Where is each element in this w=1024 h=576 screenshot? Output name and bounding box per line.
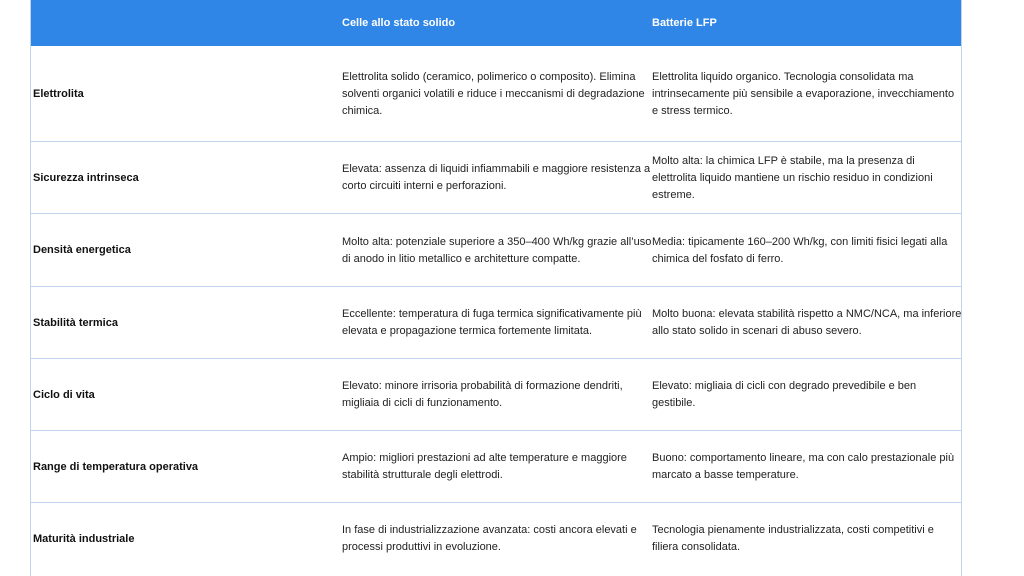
comparison-table	[30, 0, 962, 576]
table-row-maturita	[31, 503, 961, 576]
cell-solid-state: Elevata: assenza di liquidi infiammabili e maggiore resistenza a corto circuiti interni e perforazioni.	[342, 163, 651, 192]
cell-solid-state: Ampio: migliori prestazioni ad alte temperature e maggiore stabilità strutturale degli elettrodi.	[342, 452, 627, 481]
row-label: Elettrolita	[33, 88, 84, 100]
cell-solid-state: Elettrolita solido (ceramico, polimerico o composito). Elimina solventi organici volatili e riduce i meccanismi di degradazione chimica.	[342, 71, 645, 117]
table-row-sicurezza	[31, 142, 961, 214]
cell-lfp: Buono: comportamento lineare, ma con calo prestazionale più marcato a basse temperature.	[652, 452, 955, 481]
row-label: Maturità industriale	[33, 533, 135, 545]
table-row-stabilita	[31, 287, 961, 359]
cell-lfp: Molto buona: elevata stabilità rispetto a NMC/NCA, ma inferiore allo stato solido in scenari di abuso severo.	[652, 308, 962, 337]
header-lfp: Batterie LFP	[652, 17, 717, 29]
row-label: Ciclo di vita	[33, 389, 95, 401]
table-row-ciclo	[31, 359, 961, 431]
cell-lfp: Molto alta: la chimica LFP è stabile, ma la presenza di elettrolita liquido mantiene un rischio residuo in condizioni estreme.	[652, 155, 933, 201]
table-row-elettrolita	[31, 46, 961, 142]
cell-lfp: Media: tipicamente 160–200 Wh/kg, con limiti fisici legati alla chimica del fosfato di ferro.	[652, 236, 948, 265]
cell-solid-state: Elevato: minore irrisoria probabilità di formazione dendriti, migliaia di cicli di funzionamento.	[342, 380, 623, 409]
cell-lfp: Elevato: migliaia di cicli con degrado prevedibile e ben gestibile.	[652, 380, 917, 409]
row-label: Range di temperatura operativa	[33, 461, 199, 473]
table-row-densita	[31, 214, 961, 287]
row-label: Densità energetica	[33, 244, 131, 256]
cell-solid-state: Molto alta: potenziale superiore a 350–400 Wh/kg grazie all’uso di anodo in litio metallico e architetture compatte.	[342, 236, 652, 265]
cell-lfp: Elettrolita liquido organico. Tecnologia consolidata ma intrinsecamente più sensibile a evaporazione, invecchiamento e stress termico.	[652, 71, 955, 117]
cell-lfp: Tecnologia pienamente industrializzata, costi competitivi e filiera consolidata.	[652, 524, 934, 553]
table-row-temperatura	[31, 431, 961, 503]
table-header	[31, 0, 961, 46]
cell-solid-state: Eccellente: temperatura di fuga termica significativamente più elevata e propagazione termica fortemente limitata.	[342, 308, 642, 337]
header-solid-state: Celle allo stato solido	[342, 17, 456, 29]
row-label: Sicurezza intrinseca	[33, 172, 139, 184]
row-label: Stabilità termica	[33, 317, 118, 329]
cell-solid-state: In fase di industrializzazione avanzata: costi ancora elevati e processi produttivi in evoluzione.	[342, 524, 637, 553]
